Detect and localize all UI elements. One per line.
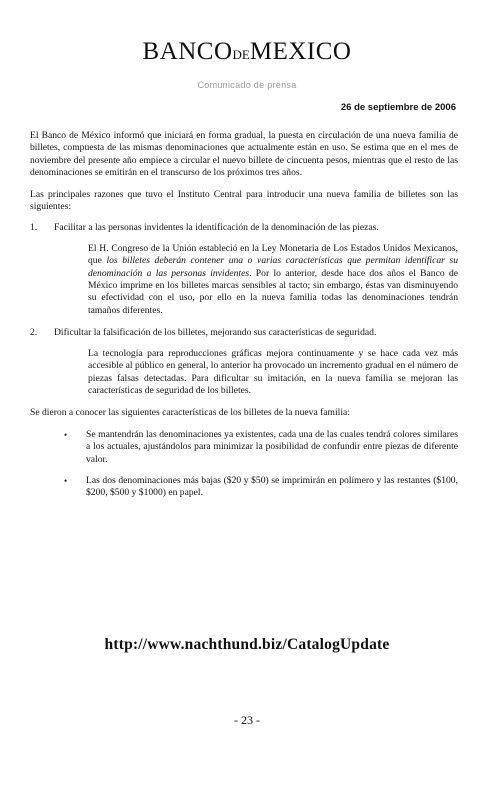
list-item — [30, 222, 458, 234]
item1-detail — [88, 243, 458, 317]
banco-de-mexico-logo — [0, 38, 494, 66]
press-release-subtitle: Comunicado de prensa — [197, 80, 297, 90]
logo-mexico: MEXICO — [249, 38, 352, 65]
bullet-text: Las dos denominaciones más bajas ($20 y $50) se imprimirán en polímero y las restantes ($100, $200, $500 y $1000) en papel. — [86, 474, 458, 499]
logo-banco: BANCO — [142, 38, 233, 65]
reasons-paragraph: Las principales razones que tuvo el Instituto Central para introducir una nueva familia de billetes son las siguientes: — [30, 188, 458, 213]
item2-detail: La tecnología para reproducciones gráficas mejora continuamente y se hace cada vez más accesible al público en general, lo anterior ha provocado un incremento gradual en el número de piezas falsas detectadas. Para dificultar su imitación, en la nueva familia se mejoran las características de seguridad de los billetes. — [88, 347, 458, 396]
page-number: - 23 - — [234, 713, 260, 727]
list-number: 1. — [30, 222, 38, 234]
intro-paragraph: El Banco de México informó que iniciará en forma gradual, la puesta en circulación de una nueva familia de billetes, compuesta de las mismas denominaciones que actualmente están en uso. Se estima que en el mes de noviembre del presente año empiece a circular el nuevo billete de cincuenta pesos, mientras que el resto de las denominaciones se emitirán en el transcurso de los próximos tres años. — [30, 130, 458, 179]
list-item-text: Facilitar a las personas invidentes la identificación de la denominación de las piezas. — [54, 222, 379, 234]
detail-text: . Por lo anterior, desde hace dos años el Banco de México imprime en los billetes marcas sensibles al tacto; sin embargo, éstas van disminuyendo su efectividad con el uso, por ello en la nueva familia todas las denominaciones tendrán tamaños diferentes. — [88, 267, 458, 316]
list-number: 2. — [30, 327, 38, 339]
list-item-text: Dificultar la falsificación de los billetes, mejorando sus características de seguridad. — [54, 327, 377, 339]
features-paragraph: Se dieron a conocer las siguientes características de los billetes de la nueva familia: — [30, 407, 350, 419]
bullet-text: Se mantendrán las denominaciones ya existentes, cada una de las cuales tendrá colores similares a los actuales, ajustándolos para minimizar la posibilidad de confundir entre piezas de diferente valor. — [86, 428, 458, 465]
document-date: 26 de septiembre de 2006 — [340, 102, 456, 113]
document-body — [30, 130, 458, 509]
bullet-icon: • — [64, 429, 68, 440]
bullet-item — [64, 429, 458, 466]
logo-de: DE — [232, 47, 250, 62]
detail-text: El H. Congreso de la Unión estableció en la Ley Monetaria de Los Estados Unidos Mexicanos, que — [88, 242, 458, 267]
detail-italic-quote: los billetes deberán contener una o varias características que permitan identificar su denominación a las personas invidentes — [88, 255, 458, 279]
footer-url: http://www.nachthund.biz/CatalogUpdate — [104, 636, 390, 653]
bullet-icon: • — [64, 475, 68, 486]
bullet-item — [64, 475, 458, 500]
list-item — [30, 327, 458, 339]
